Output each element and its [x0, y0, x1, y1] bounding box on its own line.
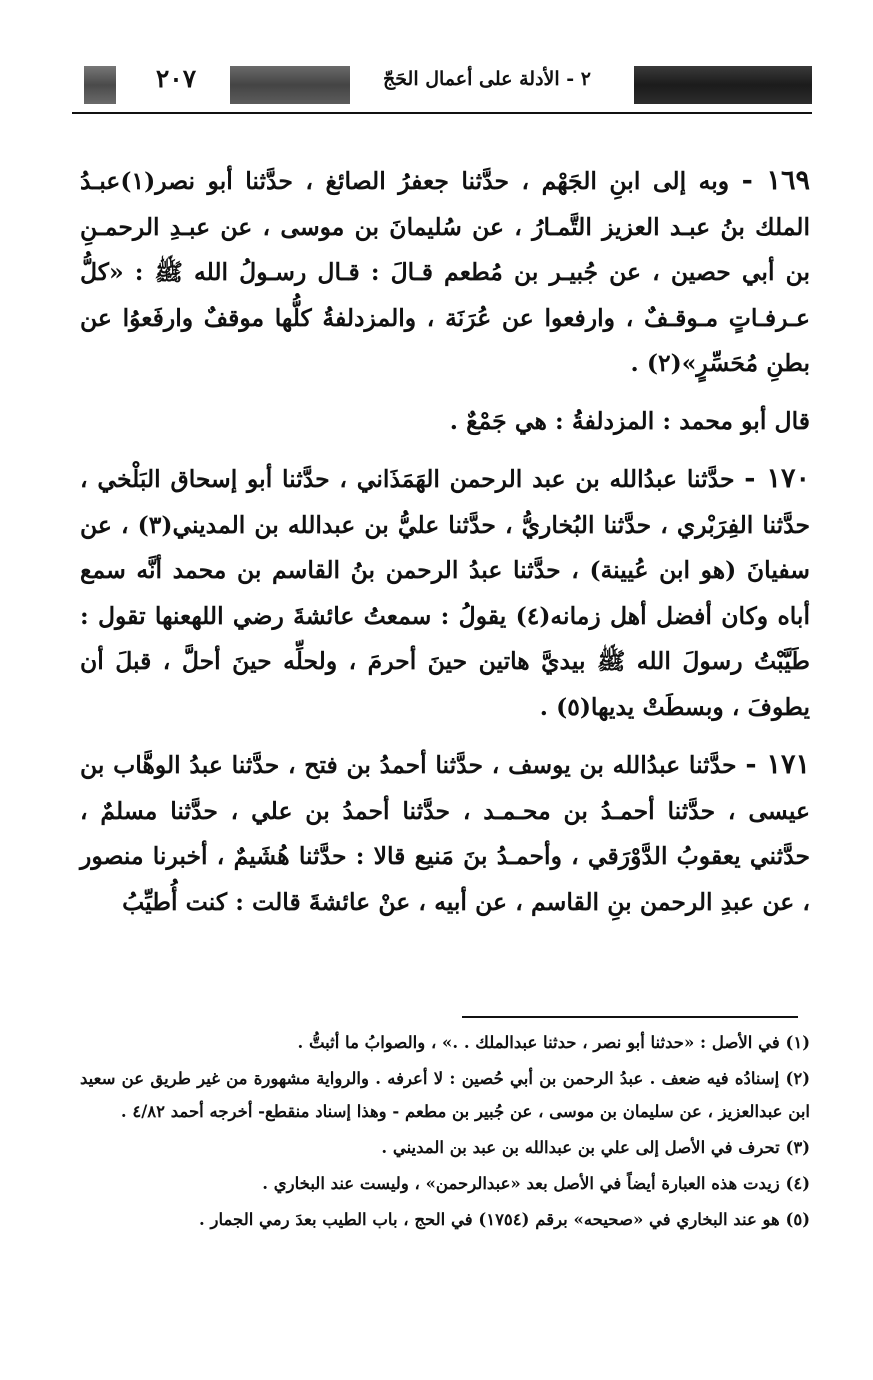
footnote-4: (٤) زيدت هذه العبارة أيضاً في الأصل بعد «عبدالرحمن» ، وليست عند البخاري .	[262, 1174, 810, 1193]
footnote-1: (١) في الأصل : «حدثنا أبو نصر ، حدثنا عبدالملك . .» ، والصوابُ ما أثبتُّ .	[297, 1033, 810, 1052]
chapter-title: ٢ - الأدلة على أعمال الحَجّ	[383, 68, 591, 90]
hadith-171	[80, 742, 810, 925]
page-number: ٢٠٧	[155, 64, 197, 93]
hadith-text: حدَّثنا عبدُالله بن عبد الرحمن الهَمَذَاني ، حدَّثنا أبو إسحاق البَلْخي ، حدَّثنا الفِرَبْري ، حدَّثنا البُخاريُّ ، حدَّثنا عليُّ بن عبدالله بن المديني(٣) ، عن سفيانَ (هو ابن عُيينة) ، حدَّثنا عبدُ الرحمن بنُ القاسم بن محمد أنَّه سمع أباه وكان أفضل أهل زمانه(٤) يقولُ : سمعتُ عائشةَ رضي اللهعنها تقول : طَيَّبْتُ رسولَ الله ﷺ بيديَّ هاتين حينَ أحرمَ ، ولحلِّه حينَ أحلَّ ، قبلَ أن يطوفَ ، وبسطَتْ يديها(٥) .	[80, 465, 810, 721]
hadith-number: ١٧١ -	[745, 749, 811, 780]
footnote-3: (٣) تحرف في الأصل إلى علي بن عبدالله بن عبد بن المديني .	[381, 1138, 810, 1157]
hadith-169	[80, 158, 810, 387]
header-decoration-corner	[84, 66, 116, 104]
footnote-separator	[462, 1016, 798, 1018]
note-text: قال أبو محمد : المزدلفةُ : هي جَمْعٌ .	[449, 406, 810, 435]
hadith-text: حدَّثنا عبدُالله بن يوسف ، حدَّثنا أحمدُ بن فتح ، حدَّثنا عبدُ الوهَّاب بن عيسى ، حدَّثنا أحمـدُ بن محـمـد ، حدَّثنا أحمدُ بن علي ، حدَّثنا مسلمٌ ، حدَّثني يعقوبُ الدَّوْرَقي ، وأحمـدُ بنَ مَنيع قالا : حدَّثنا هُشَيمٌ ، أخبرنا منصور ، عن عبدِ الرحمن بنِ القاسم ، عن أبيه ، عنْ عائشةَ قالت : كنت أُطيِّبُ	[80, 751, 810, 916]
hadith-number: ١٦٩ -	[741, 165, 810, 196]
footnote-5: (٥) هو عند البخاري في «صحيحه» برقم (١٧٥٤) في الحج ، باب الطيب بعدَ رمي الجمار .	[199, 1210, 810, 1229]
header-decoration-left	[230, 66, 350, 104]
main-text	[80, 158, 810, 925]
hadith-text: وبه إلى ابنِ الجَهْم ، حدَّثنا جعفرُ الصائغ ، حدَّثنا أبو نصر(١)عبـدُ الملك بنُ عبـد العزيز التَّمـارُ ، عن سُليمانَ بن موسى ، عن عبـدِ الرحمـنِ بن أبي حصين ، عن جُبيـر بن مُطعم قـالَ : قـال رسـولُ الله ﷺ : «كلُّ عـرفـاتٍ مـوقـفٌ ، وارفعوا عن عُرَنَة ، والمزدلفةُ كلُّها موقفٌ وارفَعوُا عن بطنِ مُحَسِّرٍ»(٢) .	[80, 167, 810, 377]
hadith-170	[80, 456, 810, 730]
hadith-number: ١٧٠ -	[744, 463, 810, 494]
header-rule	[72, 112, 812, 114]
footnote-2: (٢) إسنادُه فيه ضعف . عبدُ الرحمن بن أبي حُصين : لا أعرفه . والرواية مشهورة من غير طريق عن سعيد ابن عبدالعزيز ، عن سليمان بن موسى ، عن جُبير بن مطعم - وهذا إسناد منقطع- أخرجه أحمد ٤/٨٢ .	[80, 1069, 810, 1121]
footnotes	[80, 1026, 810, 1236]
running-header	[72, 58, 812, 116]
note-muzdalifa	[80, 399, 810, 445]
header-decoration-right	[634, 66, 812, 104]
